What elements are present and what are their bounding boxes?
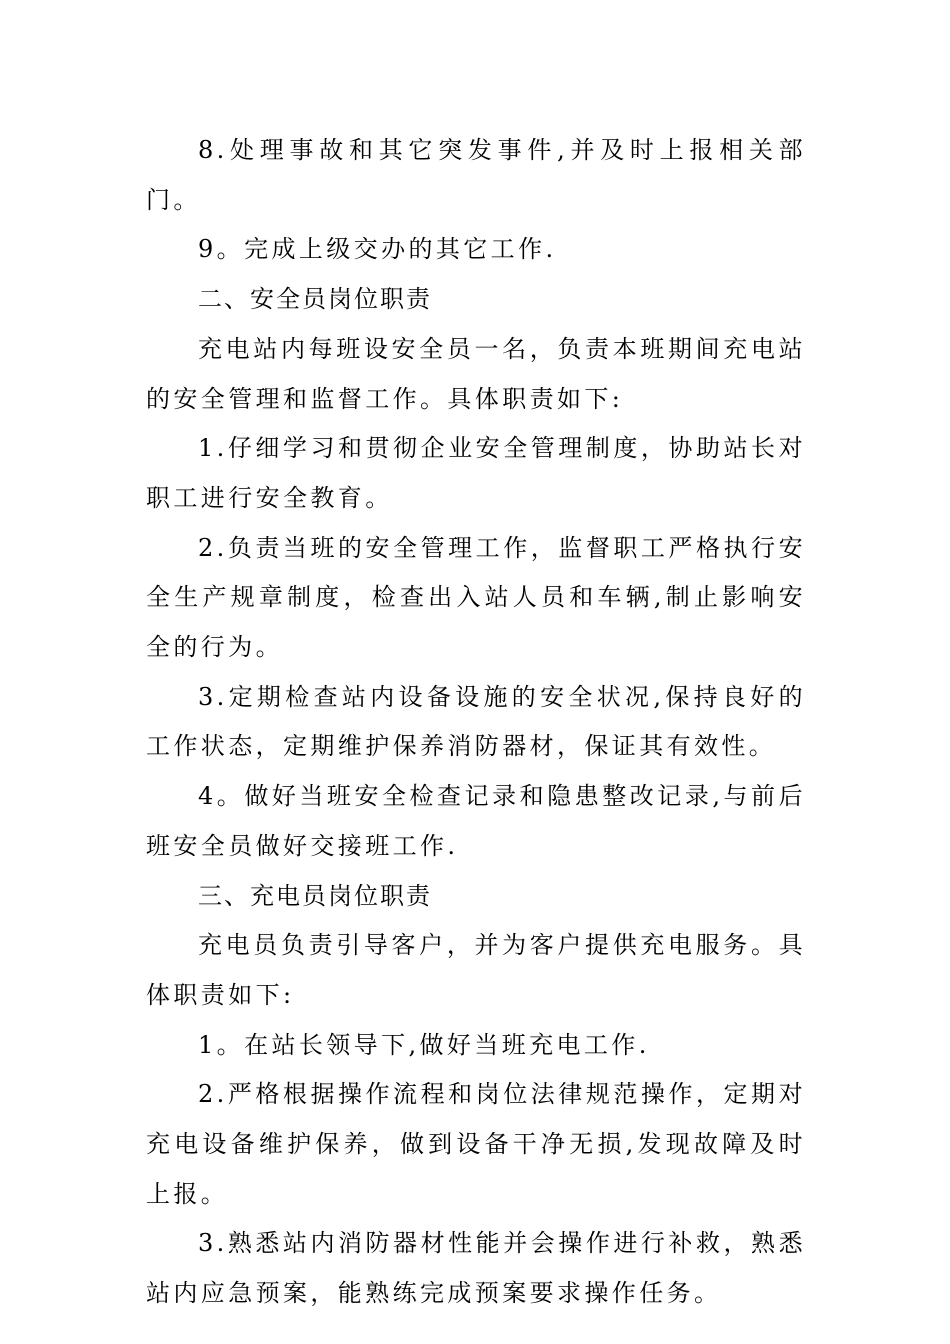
section-heading-charging-operator: 三、充电员岗位职责 xyxy=(198,881,432,910)
paragraph-safety-2: 2.负责当班的安全管理工作，监督职工严格执行安全生产规章制度，检查出入站人员和车辆,制止影响安全的行为。 xyxy=(146,533,806,662)
paragraph-charging-3: 3.熟悉站内消防器材性能并会操作进行补救，熟悉站内应急预案，能熟练完成预案要求操作任务。 xyxy=(146,1229,806,1308)
section-heading-safety-officer: 二、安全员岗位职责 xyxy=(198,285,432,314)
paragraph-safety-1: 1.仔细学习和贯彻企业安全管理制度，协助站长对职工进行安全教育。 xyxy=(146,434,806,512)
paragraph-safety-intro: 充电站内每班设安全员一名，负责本班期间充电站的安全管理和监督工作。具体职责如下: xyxy=(146,334,806,413)
paragraph-item-9: 9。完成上级交办的其它工作. xyxy=(198,235,557,264)
paragraph-safety-3: 3.定期检查站内设备设施的安全状况,保持良好的工作状态，定期维护保养消防器材，保证其有效性。 xyxy=(146,682,806,761)
paragraph-charging-2: 2.严格根据操作流程和岗位法律规范操作，定期对充电设备维护保养，做到设备干净无损,发现故障及时上报。 xyxy=(146,1080,806,1208)
paragraph-item-8: 8.处理事故和其它突发事件,并及时上报相关部门。 xyxy=(146,136,806,214)
paragraph-charging-intro: 充电员负责引导客户，并为客户提供充电服务。具体职责如下: xyxy=(146,931,806,1009)
paragraph-safety-4: 4。做好当班安全检查记录和隐患整改记录,与前后班安全员做好交接班工作. xyxy=(146,782,806,860)
paragraph-charging-1: 1。在站长领导下,做好当班充电工作. xyxy=(198,1030,650,1059)
document-body xyxy=(146,126,806,1319)
